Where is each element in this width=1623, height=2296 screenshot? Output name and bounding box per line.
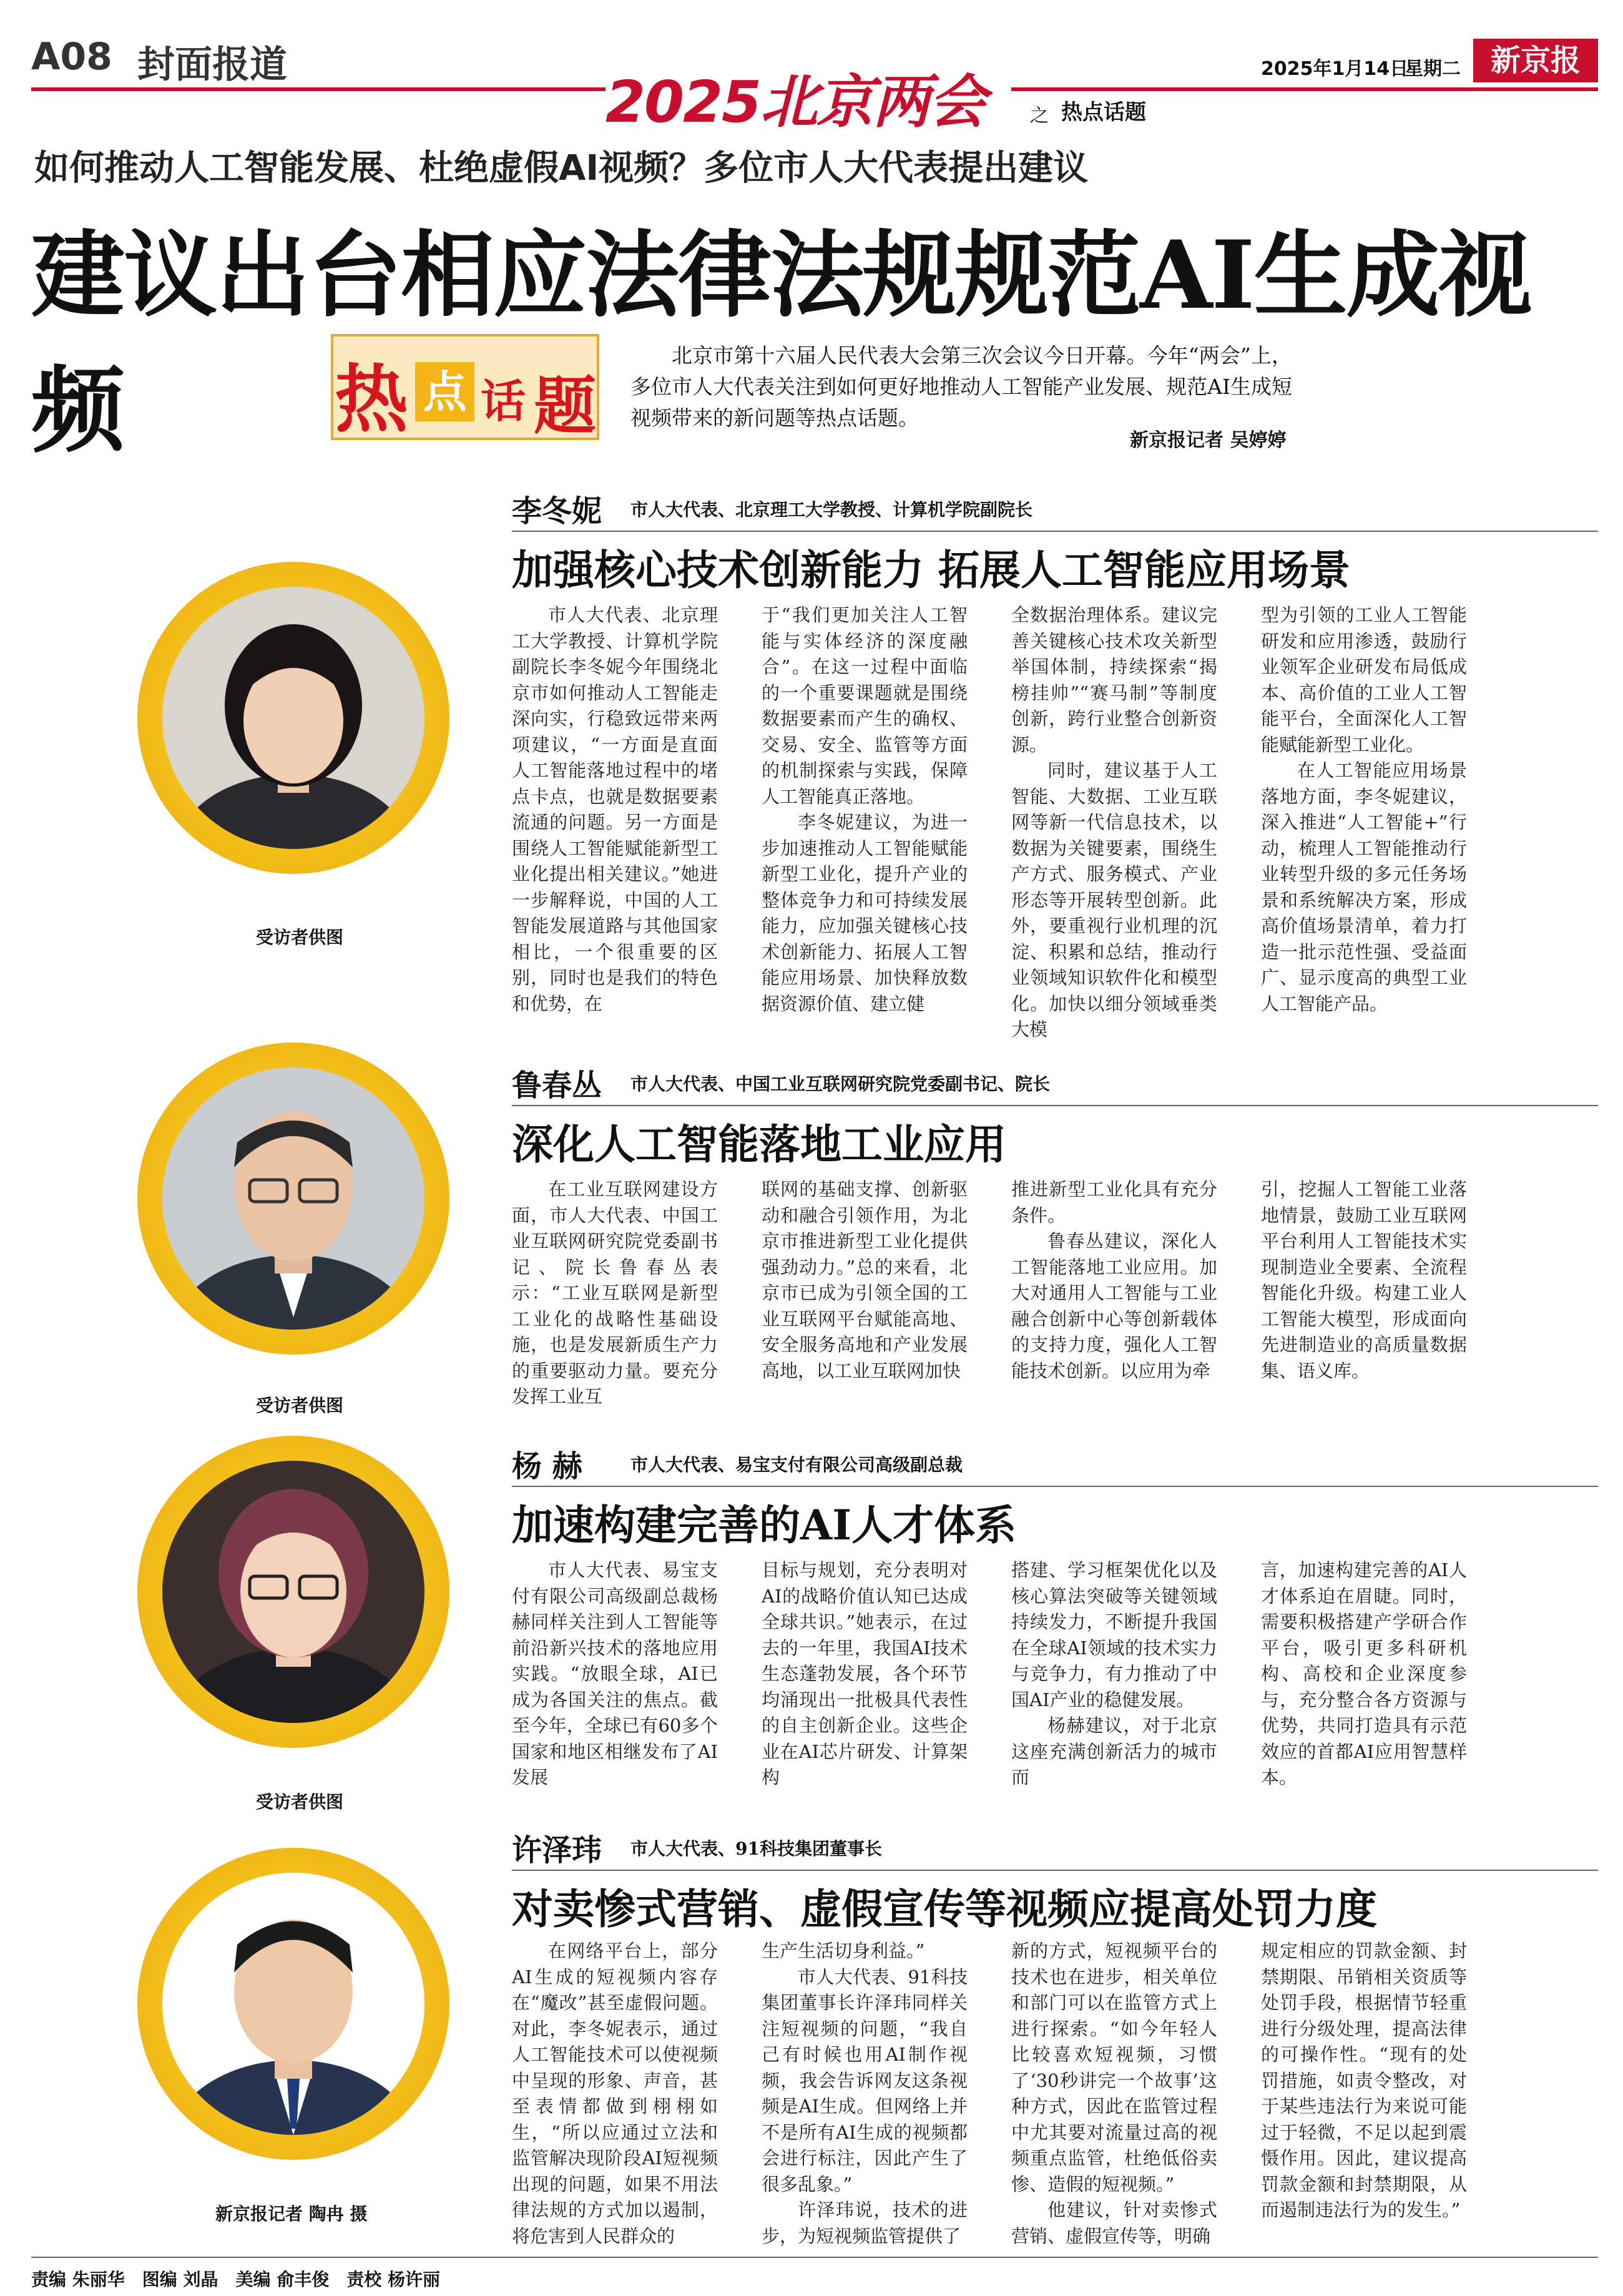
article-title: 加速构建完善的AI人才体系 <box>512 1501 1017 1549</box>
article-title: 对卖惨式营销、虚假宣传等视频应提高处罚力度 <box>512 1885 1377 1933</box>
paragraph: 联网的基础支撑、创新驱动和融合引领作用，为北京市推进新型工业化提供强劲动力。”总的来看，北京市已成为引领全国的工业互联网平台赋能高地、安全服务高地和产业发展高地，以工业互联网加快 <box>762 1179 968 1381</box>
lead-subtitle: 如何推动人工智能发展、杜绝虚假AI视频？多位市人大代表提出建议 <box>34 148 1089 189</box>
article-column-4 <box>1261 602 1467 1017</box>
paragraph: 目标与规划，充分表明对AI的战略价值认知已达成全球共识。”她表示，在过去的一年里，我国AI技术生态蓬勃发展，各个环节均涌现出一批极具代表性的自主创新企业。这些企业在AI芯片研发、计算架构 <box>762 1559 968 1788</box>
article-column-4 <box>1261 1177 1467 1384</box>
hot-topic-char-2: 点 <box>415 362 474 421</box>
article-column-1 <box>512 1558 718 1791</box>
banner-topic-label: 热点话题 <box>1061 100 1146 125</box>
paragraph: 李冬妮建议，为进一步加速推动人工智能赋能新型工业化，提升产业的整体竞争力和可持续发展能力，应加强关键核心技术创新能力、拓展人工智能应用场景、加快释放数据资源价值、建立健 <box>762 812 968 1014</box>
delegate-role: 市人大代表、91科技集团董事长 <box>630 1838 882 1859</box>
hot-topic-char-3: 话 <box>481 375 526 428</box>
portrait-woman-glasses-icon <box>162 1461 424 1723</box>
article-column-4 <box>1261 1938 1467 2224</box>
editor-credits: 责编 朱丽华 图编 刘晶 美编 俞丰俊 责校 杨许丽 <box>31 2269 440 2290</box>
photo-caption: 新京报记者 陶冉 摄 <box>215 2204 368 2224</box>
paragraph: 市人大代表、北京理工大学教授、计算机学院副院长李冬妮今年围绕北京市如何推动人工智能走深向实，行稳致远带来两项建议，“一方面是直面人工智能落地过程中的堵点卡点，也就是数据要素流通的问题。另一方面是围绕人工智能赋能新型工业化提出相关建议。”她进一步解释说，中国的人工智能发展道路与其他国家相比，一个很重要的区别，同时也是我们的特色和优势，在 <box>512 604 718 1014</box>
paragraph: 杨赫建议，对于北京这座充满创新活力的城市而 <box>1011 1715 1217 1788</box>
paragraph: 规定相应的罚款金额、封禁期限、吊销相关资质等处罚手段，根据情节轻重进行分级处理，提高法律的可操作性。“现有的处罚措施，如责令整改，对于某些违法行为来说可能过于轻微，不足以起到震慑作用。因此，建议提高罚款金额和封禁期限，从而遏制违法行为的发生。” <box>1261 1940 1467 2220</box>
lead-headline: 建议出台相应法律法规规范AI生成视频 <box>31 220 1531 465</box>
paragraph: 在网络平台上，部分AI生成的短视频内容存在“魔改”甚至虚假问题。对此，李冬妮表示，通过人工智能技术可以使视频中呈现的形象、声音，甚至表情都做到栩栩如生，“所以应通过立法和监管解决现阶段AI短视频出现的问题，如果不用法律法规的方式加以遏制，将危害到人民群众的 <box>512 1940 718 2247</box>
photo-caption: 受访者供图 <box>256 1395 344 1416</box>
paragraph: 于“我们更加关注人工智能与实体经济的深度融合”。在这一过程中面临的一个重要课题就是围绕数据要素而产生的确权、交易、安全、监管等方面的机制探索与实践，保障人工智能真正落地。 <box>762 604 968 807</box>
divider <box>512 1870 1598 1871</box>
article-title: 深化人工智能落地工业应用 <box>512 1120 1006 1169</box>
delegate-role: 市人大代表、北京理工大学教授、计算机学院副院长 <box>630 499 1033 520</box>
paragraph: 引，挖掘人工智能工业落地情景，鼓励工业互联网平台利用人工智能技术实现制造业全要素、全流程智能化升级。构建工业人工智能大模型，形成面向先进制造业的高质量数据集、语义库。 <box>1261 1179 1467 1381</box>
paragraph: 推进新型工业化具有充分条件。 <box>1011 1179 1217 1226</box>
divider <box>512 1486 1598 1487</box>
hot-topic-char-4: 题 <box>534 369 596 443</box>
paragraph: 搭建、学习框架优化以及核心算法突破等关键领域持续发力，不断提升我国在全球AI领域的技术实力与竞争力，有力推动了中国AI产业的稳健发展。 <box>1011 1559 1217 1710</box>
paragraph: 生产生活切身利益。” <box>762 1940 925 1961</box>
photo-caption: 受访者供图 <box>256 927 344 948</box>
article-column-4 <box>1261 1558 1467 1791</box>
portrait-man-glasses-icon <box>162 1067 424 1330</box>
portrait-man-suit-icon <box>162 1873 424 2135</box>
article-column-2 <box>762 602 968 1017</box>
delegate-name: 鲁春丛 <box>512 1068 602 1103</box>
lead-intro: 北京市第十六届人民代表大会第三次会议今日开幕。今年“两会”上，多位市人大代表关注到如何更好地推动人工智能产业发展、规范AI生成短视频带来的新问题等热点话题。 <box>630 343 1292 430</box>
photo-caption: 受访者供图 <box>256 1792 344 1812</box>
issue-weekday: 星期二 <box>1405 58 1461 80</box>
delegate-name: 许泽玮 <box>512 1833 602 1868</box>
paragraph: 鲁春丛建议，深化人工智能落地工业应用。加大对通用人工智能与工业融合创新中心等创新载体的支持力度，强化人工智能技术创新。以应用为牵 <box>1011 1230 1217 1381</box>
lead-byline: 新京报记者 吴婷婷 <box>1130 429 1287 451</box>
divider <box>512 531 1598 532</box>
delegate-role: 市人大代表、易宝支付有限公司高级副总裁 <box>630 1455 963 1475</box>
paragraph: 在人工智能应用场景落地方面，李冬妮建议，深入推进“人工智能+”行动，梳理人工智能推动行业转型升级的多元任务场景和系统解决方案，形成高价值场景清单，着力打造一批示范性强、受益面广、显示度高的典型工业人工智能产品。 <box>1261 760 1467 1014</box>
paragraph: 许泽玮说，技术的进步，为短视频监管提供了 <box>762 2199 968 2247</box>
delegate-name: 李冬妮 <box>512 494 602 529</box>
paragraph: 同时，建议基于人工智能、大数据、工业互联网等新一代信息技术，以数据为关键要素，围绕生产方式、服务模式、产业形态等开展转型创新。此外，要重视行业机理的沉淀、积累和总结，推动行业领域知识软件化和模型化。加快以细分领域垂类大模 <box>1011 760 1217 1040</box>
banner-2025-beijing-lianghui: 2025北京两会 <box>606 69 986 135</box>
paragraph: 市人大代表、91科技集团董事长许泽玮同样关注短视频的问题，“我自己有时候也用AI制作视频，我会告诉网友这条视频是AI生成。但网络上并不是所有AI生成的视频都会进行标注，因此产生了很多乱象。” <box>762 1966 968 2195</box>
divider <box>512 1105 1598 1106</box>
portrait-woman-icon <box>162 587 424 849</box>
article-column-1 <box>512 602 718 1017</box>
paragraph: 新的方式，短视频平台的技术也在进步，相关单位和部门可以在监管方式上进行探索。“如今年轻人比较喜欢短视频，习惯了‘30秒讲完一个故事’这种方式，因此在监管过程中尤其要对流量过高的视频重点监管，杜绝低俗卖惨、造假的短视频。” <box>1011 1940 1217 2195</box>
article-column-1 <box>512 1177 718 1410</box>
article-column-2 <box>762 1938 968 2249</box>
article-column-2 <box>762 1558 968 1791</box>
article-column-2 <box>762 1177 968 1384</box>
header-red-rule <box>31 87 606 91</box>
paragraph: 市人大代表、易宝支付有限公司高级副总裁杨赫同样关注到人工智能等前沿新兴技术的落地应用实践。“放眼全球，AI已成为各国关注的焦点。截至今年，全球已有60多个国家和地区相继发布了AI发展 <box>512 1559 718 1788</box>
hot-topic-char-1: 热 <box>335 356 409 443</box>
paragraph: 在工业互联网建设方面，市人大代表、中国工业互联网研究院党委副书记、院长鲁春丛表示：“工业互联网是新型工业化的战略性基础设施，也是发展新质生产力的重要驱动力量。要充分发挥工业互 <box>512 1179 718 1407</box>
article-column-3 <box>1011 602 1217 1043</box>
delegate-name: 杨 赫 <box>512 1449 582 1484</box>
article-title: 加强核心技术创新能力 拓展人工智能应用场景 <box>512 546 1350 594</box>
banner-zhi: 之 <box>1030 105 1049 127</box>
article-column-1 <box>512 1938 718 2249</box>
article-column-3 <box>1011 1938 1217 2249</box>
page-code: A08 <box>31 35 112 79</box>
paragraph: 全数据治理体系。建议完善关键核心技术攻关新型举国体制，持续探索“揭榜挂帅”“赛马制”等制度创新，跨行业整合创新资源。 <box>1011 604 1217 755</box>
paragraph: 他建议，针对卖惨式营销、虚假宣传等，明确 <box>1011 2199 1217 2247</box>
section-name: 封面报道 <box>137 43 287 87</box>
article-column-3 <box>1011 1558 1217 1791</box>
issue-date: 2025年1月14日 <box>1261 58 1409 80</box>
footer-rule <box>31 2257 1598 2258</box>
delegate-role: 市人大代表、中国工业互联网研究院党委副书记、院长 <box>630 1074 1051 1094</box>
header-red-rule-right <box>1011 87 1598 91</box>
article-column-3 <box>1011 1177 1217 1384</box>
paragraph: 型为引领的工业人工智能研发和应用渗透，鼓励行业领军企业研发布局低成本、高价值的工业人工智能平台，全面深化人工智能赋能新型工业化。 <box>1261 604 1467 755</box>
masthead-logo: 新京报 <box>1473 39 1598 82</box>
paragraph: 言，加速构建完善的AI人才体系迫在眉睫。同时，需要积极搭建产学研合作平台，吸引更多科研机构、高校和企业深度参与，充分整合各方资源与优势，共同打造具有示范效应的首都AI应用智慧样本。 <box>1261 1559 1467 1788</box>
